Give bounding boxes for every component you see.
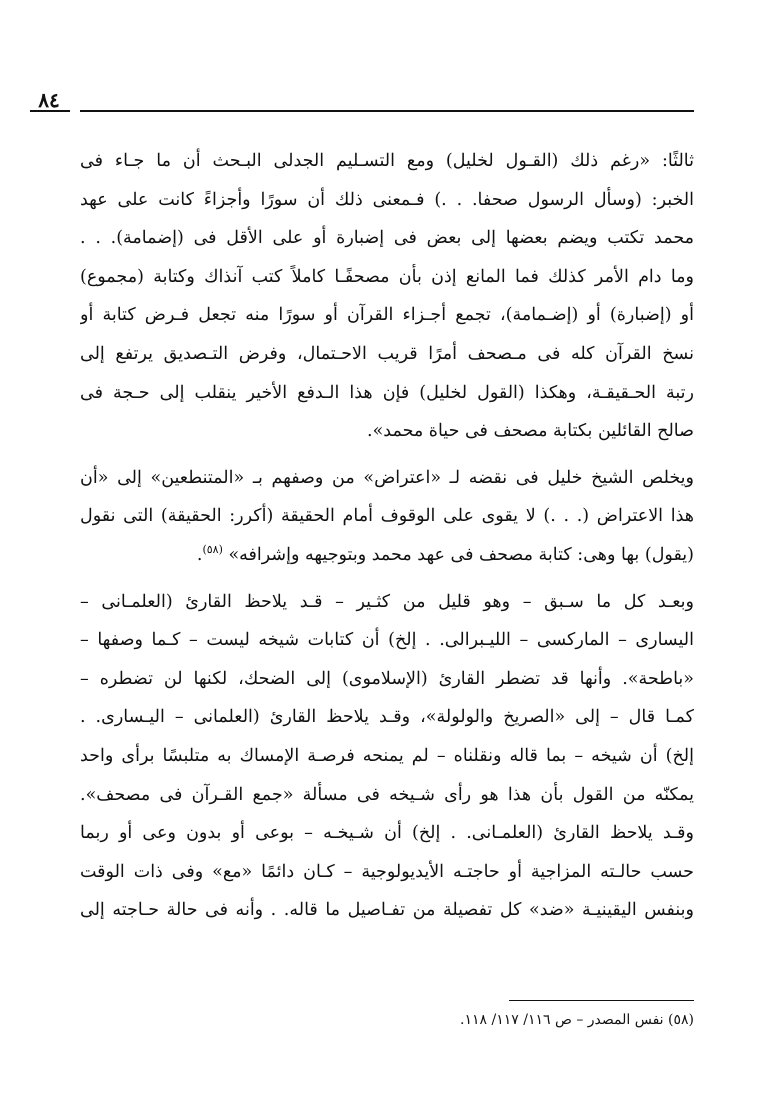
text-line: وبنفس اليقينيـة «ضد» كل تفصيلة من تفـاصيل ما قاله. . وأنه فى حالة حـاجته إلى — [80, 900, 694, 921]
paragraph-2 — [80, 459, 694, 575]
text-line: محمد تكتب ويضم بعضها إلى بعض فى إضبارة أو على الأقل فى (إضمامة). . . — [80, 228, 694, 249]
body-text — [80, 142, 694, 930]
text-line: اليسارى – الماركسى – الليـبرالى. . إلخ) أن كتابات شيخه ليست – كـما وصفها – — [80, 630, 694, 651]
text-line: هذا الاعتراض (. . .) لا يقوى على الوقوف أمام الحقيقة (أكرر: الحقيقة) التى نقول — [80, 506, 694, 527]
text-line: الخبر: (وسأل الرسول صحفا. . .) فـمعنى ذلك أن سورًا وأجزاءً كانت على عهد — [80, 189, 694, 210]
text-line: رتبة الحـقيقـة، وهكذا (القول لخليل) فإن هذا الـدفع الأخير ينقلب إلى حـجة فى — [80, 382, 694, 403]
text-line: وقـد يلاحظ القارئ (العلمـانى. . إلخ) أن شـيخـه – بوعى أو بدون وعى أو ربما — [80, 823, 694, 844]
text-line: يمكنّه من القول بأن هذا هو رأى شـيخه فى مسألة «جمع القـرآن فى مصحف». — [80, 784, 694, 805]
text-line: أو (إضبارة) أو (إضـمامة)، تجمع أجـزاء القرآن أو سورًا منه تجعل فـرض كتابة أو — [80, 305, 694, 326]
text-line: ثالثًا: «رغم ذلك (القـول لخليل) ومع التسـليم الجدلى البـحث أن ما جـاء فى — [80, 151, 694, 171]
footnote: (٥٨) نفس المصدر – ص ١١٦/ ١١٧/ ١١٨. — [460, 1012, 694, 1028]
page-number: ٨٤ — [38, 88, 60, 112]
text-line: كمـا قال – إلى «الصريخ والولولة»، وقـد يلاحظ القارئ (العلمانى – اليـسارى. . — [80, 707, 694, 728]
footnote-rule — [509, 1000, 694, 1001]
text-line: «باطحة». وأنها قد تضطر القارئ (الإسلاموى) إلى الضحك، لكنها لن تضطره – — [80, 668, 694, 689]
text-line: نسخ القرآن كله فى مـصحف أمرًا قريب الاحـتمال، وفرض التـصديق يرتفع إلى — [80, 343, 694, 364]
paragraph-3 — [80, 583, 694, 930]
header-rule-short — [30, 110, 70, 112]
text-line: حسب حالـته المزاجية أو حاجتـه الأيديولوجية – كـان دائمًا «مع» وفى ذات الوقت — [80, 861, 694, 882]
text-line: وبعـد كل ما سـبق – وهو قليل من كثـير – قـد يلاحظ القارئ (العلمـانى – — [80, 591, 694, 612]
header-rule — [80, 110, 694, 112]
text-line: وما دام الأمر كذلك فما المانع إذن بأن مصحفًـا كاملاً كتب آنذاك وكتابة (مجموع) — [80, 266, 694, 287]
text-line: ويخلص الشيخ خليل فى نقضه لـ «اعتراض» من وصفهم بـ «المتنطعين» إلى «أن — [80, 467, 694, 488]
text-line: (يقول) بها وهى: كتابة مصحف فى عهد محمد وبتوجيهه وإشرافه» $^{(٥٨)}$. — [196, 543, 694, 565]
text-line: إلخ) أن شيخه – بما قاله ونقلناه – لم يمنحه فرصـة الإمساك به متلبسًا برأى واحد — [80, 745, 694, 766]
text-line: صالح القائلين بكتابة مصحف فى حياة محمد». — [367, 421, 694, 442]
text-line-content: (يقول) بها وهى: كتابة مصحف فى عهد محمد وبتوجيهه وإشرافه» — [228, 544, 694, 565]
footnote-reference: (٥٨) — [202, 543, 223, 557]
paragraph-1 — [80, 142, 694, 451]
